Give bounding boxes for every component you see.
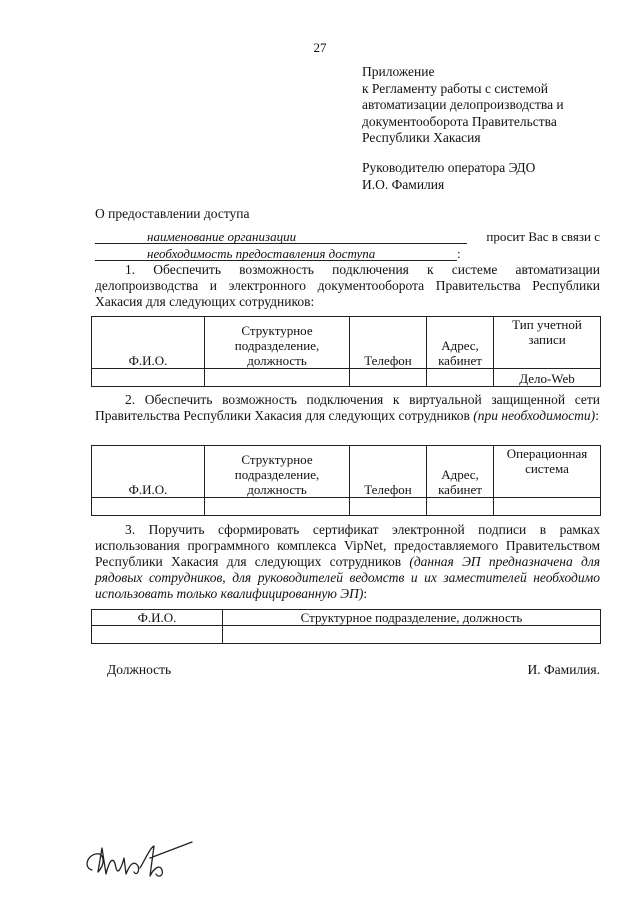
cell <box>92 498 205 516</box>
cell <box>427 498 494 516</box>
request-line-2 <box>95 246 600 262</box>
section3-table <box>91 609 601 644</box>
handwritten-initials <box>80 828 200 888</box>
appendix-line: Приложение <box>362 64 435 79</box>
header-account-type: Тип учетной записи <box>494 317 601 369</box>
section2-main: 2. Обеспечить возможность подключения к виртуальной защищенной сети Правительства Республики Хакасия для следующих сотрудников <box>95 392 600 423</box>
header-phone: Телефон <box>350 317 427 369</box>
signature-position: Должность <box>107 662 172 677</box>
header-os: Операционная система <box>494 446 601 498</box>
header-dept: Структурное подразделение, должность <box>223 610 601 626</box>
appendix-line: Республики Хакасия <box>362 130 481 145</box>
cell <box>205 369 350 387</box>
cell <box>494 498 601 516</box>
request-line-1 <box>95 229 600 245</box>
section3-note: (данная ЭП предназначена для рядовых сотрудников, для руководителей ведомств и их заместителей необходимо использовать только квалифицированную ЭП) <box>95 554 600 601</box>
recipient-block <box>362 160 535 193</box>
recipient-line: И.О. Фамилия <box>362 176 445 192</box>
signature-name: И. Фамилия. <box>527 662 600 677</box>
appendix-line: к Регламенту работы с системой <box>362 80 548 96</box>
cell <box>205 498 350 516</box>
appendix-line: автоматизации делопроизводства и <box>362 97 564 112</box>
cell <box>350 498 427 516</box>
header-fio: Ф.И.О. <box>92 446 205 498</box>
section3-main: 3. Поручить сформировать сертификат электронной подписи в рамках использования программного комплекса VipNet, предоставляемого Правительством Республики Хакасия для следующих сотрудников <box>95 522 600 569</box>
section2-table <box>91 445 601 516</box>
asks-text: просит Вас в связи с <box>486 229 600 244</box>
header-phone: Телефон <box>350 446 427 498</box>
header-dept: Структурное подразделение, должность <box>205 446 350 498</box>
page-number: 27 <box>313 40 327 55</box>
section3-text <box>95 522 600 602</box>
header-address: Адрес, кабинет <box>427 446 494 498</box>
cell <box>92 626 223 644</box>
cell <box>427 369 494 387</box>
header-fio: Ф.И.О. <box>92 610 223 626</box>
section2-note: (при необходимости) <box>473 408 596 423</box>
reason-placeholder: необходимость предоставления доступа <box>95 247 457 261</box>
header-address: Адрес, кабинет <box>427 317 494 369</box>
section2-text <box>95 392 600 424</box>
appendix-line: документооборота Правительства <box>362 113 557 129</box>
subject-line: О предоставлении доступа <box>95 206 250 221</box>
colon: : <box>457 246 461 261</box>
section1-text: 1. Обеспечить возможность подключения к системе автоматизации делопроизводства и электронного документооборота Правительства Республики Хакасия для следующих сотрудников: <box>95 262 600 309</box>
section1-table <box>91 316 601 387</box>
cell <box>92 369 205 387</box>
header-dept: Структурное подразделение, должность <box>205 317 350 369</box>
header-fio: Ф.И.О. <box>92 317 205 369</box>
org-name-placeholder: наименование организации <box>95 230 467 244</box>
recipient-line: Руководителю оператора ЭДО <box>362 160 536 175</box>
colon: : <box>363 586 368 601</box>
cell <box>350 369 427 387</box>
cell-account-type: Дело-Web <box>494 369 601 387</box>
cell <box>223 626 601 644</box>
colon: : <box>595 408 599 423</box>
appendix-header <box>362 64 564 147</box>
